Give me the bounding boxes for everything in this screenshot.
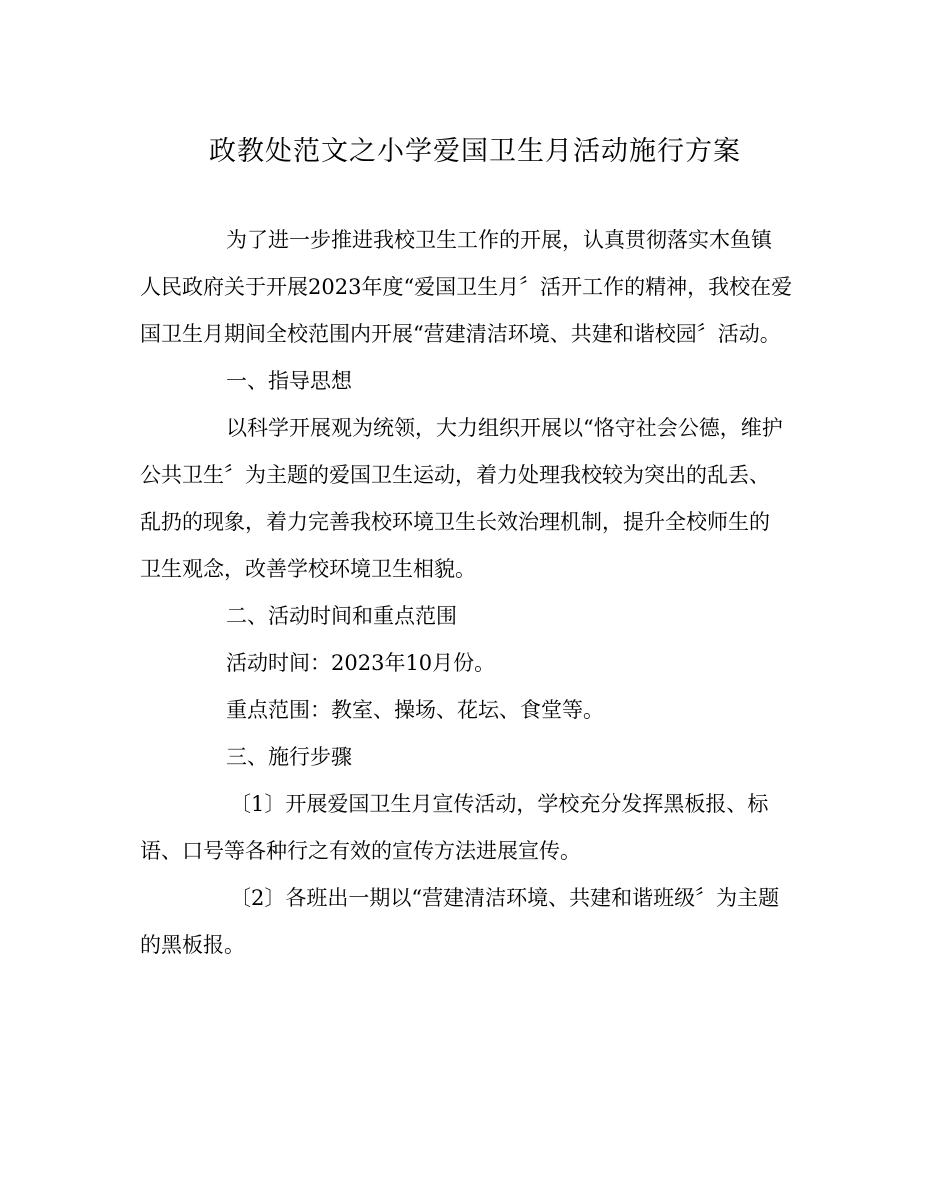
paragraph-line: 的黑板报。 [140,933,245,957]
paragraph-line: 活动时间：2023年10月份。 [226,651,496,675]
paragraph-line: 〔1〕开展爱国卫生月宣传活动，学校充分发挥黑板报、标 [230,792,769,816]
paragraph-line: 重点范围：教室、操场、花坛、食堂等。 [226,698,604,722]
paragraph-line: 公共卫生〞为主题的爱国卫生运动，着力处理我校较为突出的乱丢、 [140,463,770,487]
section-heading: 三、施行步骤 [226,745,352,769]
paragraph-line: 乱扔的现象，着力完善我校环境卫生长效治理机制，提升全校师生的 [140,510,770,534]
paragraph-line: 人民政府关于开展2023年度“爱国卫生月〞活开工作的精神，我校在爱 [140,275,793,299]
section-heading: 一、指导思想 [226,369,352,393]
paragraph-line: 国卫生月期间全校范围内开展“营建清洁环境、共建和谐校园〞活动。 [140,322,781,346]
paragraph-line: 〔2〕各班出一期以“营建清洁环境、共建和谐班级〞为主题 [230,886,780,910]
section-heading: 二、活动时间和重点范围 [226,604,457,628]
paragraph-line: 为了进一步推进我校卫生工作的开展，认真贯彻落实木鱼镇 [226,228,772,252]
paragraph-line: 语、口号等各种行之有效的宣传方法进展宣传。 [140,839,581,863]
document-title: 政教处范文之小学爱国卫生月活动施行方案 [209,136,741,167]
paragraph-line: 卫生观念，改善学校环境卫生相貌。 [140,557,476,581]
paragraph-line: 以科学开展观为统领，大力组织开展以“恪守社会公德，维护 [226,416,783,440]
document-body [140,217,820,969]
